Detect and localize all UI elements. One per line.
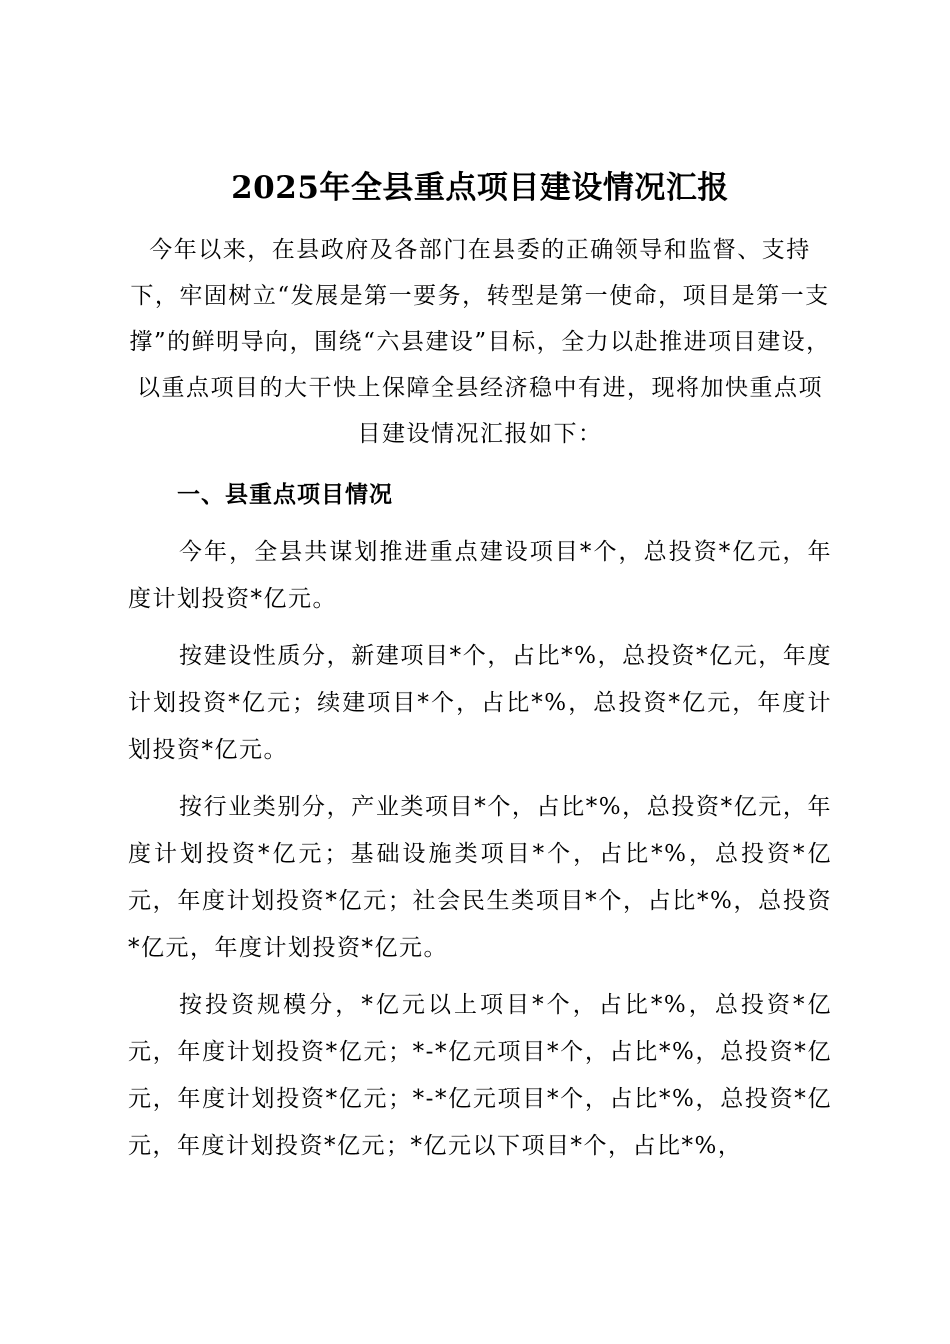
document-page <box>128 165 832 1180</box>
paragraph-by-industry: 按行业类别分，产业类项目*个，占比*%，总投资*亿元，年度计划投资*亿元；基础设施类项目*个，占比*%，总投资*亿元，年度计划投资*亿元；社会民生类项目*个，占比*%，总投资*亿元，年度计划投资*亿元。 <box>128 794 832 961</box>
paragraph-by-nature: 按建设性质分，新建项目*个，占比*%，总投资*亿元，年度计划投资*亿元；续建项目*个，占比*%，总投资*亿元，年度计划投资*亿元。 <box>128 643 832 763</box>
paragraph-total: 今年，全县共谋划推进重点建设项目*个，总投资*亿元，年度计划投资*亿元。 <box>128 539 832 612</box>
document-title: 2025年全县重点项目建设情况汇报 <box>231 170 729 206</box>
section-heading: 一、县重点项目情况 <box>177 482 393 508</box>
intro-paragraph: 今年以来，在县政府及各部门在县委的正确领导和监督、支持下，牢固树立“发展是第一要务，转型是第一使命，项目是第一支撑”的鲜明导向，围绕“六县建设”目标，全力以赴推进项目建设，以重点项目的大干快上保障全县经济稳中有进，现将加快重点项目建设情况汇报如下： <box>129 237 831 447</box>
paragraph-by-scale: 按投资规模分，*亿元以上项目*个，占比*%，总投资*亿元，年度计划投资*亿元；*-*亿元项目*个，占比*%，总投资*亿元，年度计划投资*亿元；*-*亿元项目*个，占比*%，总投资*亿元，年度计划投资*亿元；*亿元以下项目*个，占比*%， <box>128 992 832 1159</box>
